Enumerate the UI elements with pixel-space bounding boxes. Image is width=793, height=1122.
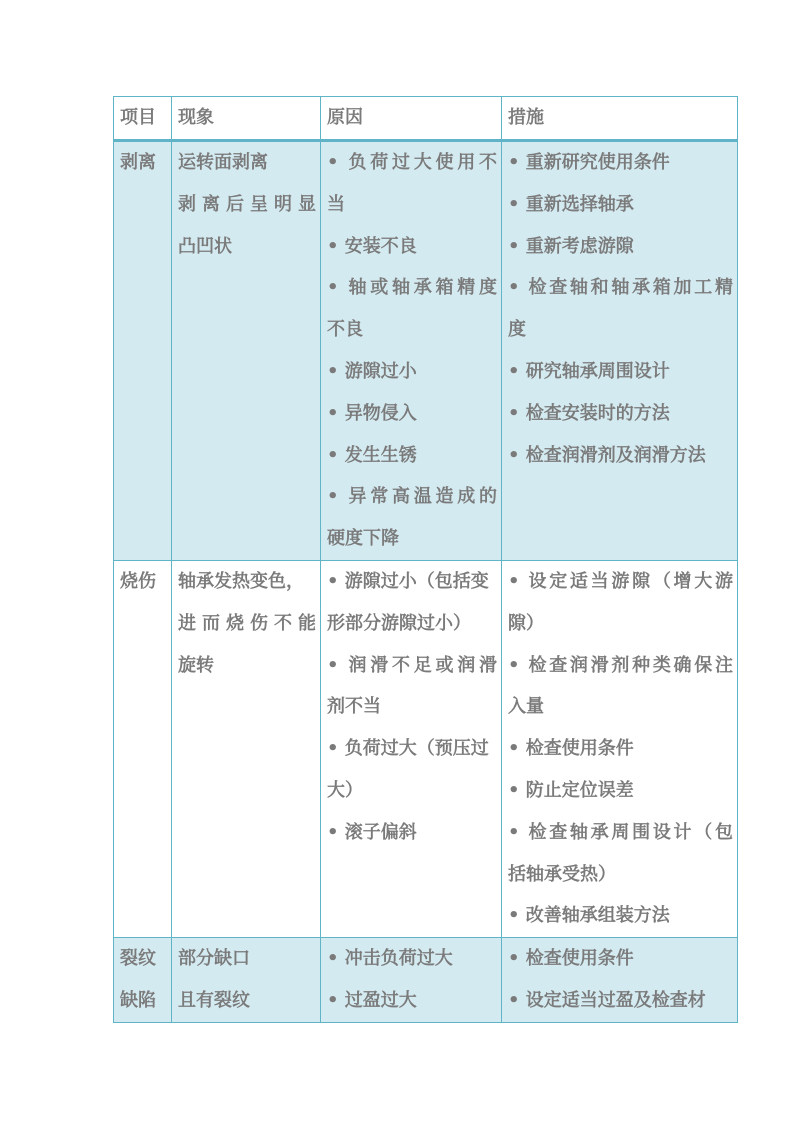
cell-line: • 轴或轴承箱精度 — [327, 277, 497, 299]
cell-line: • 检查轴和轴承箱加工精 — [508, 277, 733, 299]
cell-line: • 重新研究使用条件 — [508, 152, 670, 173]
cell-line: 且有裂纹 — [178, 989, 250, 1011]
cell-line: • 检查使用条件 — [508, 738, 634, 760]
cell-line: • 负荷过大（预压过 — [327, 738, 489, 760]
cell-line: 大） — [327, 779, 363, 801]
cell-line: • 防止定位误差 — [508, 779, 634, 801]
item-cell — [114, 560, 172, 937]
cell-line: • 游隙过小（包括变 — [327, 570, 489, 592]
cell-line: • 异常高温造成的 — [327, 486, 497, 508]
cell-line: 缺陷 — [120, 989, 156, 1011]
cell-line: • 冲击负荷过大 — [327, 948, 453, 970]
cell-line: 烧伤 — [120, 570, 156, 592]
cause-cell — [321, 938, 502, 1023]
measure-cell — [502, 141, 738, 561]
cell-line: 裂纹 — [120, 948, 156, 970]
cell-line: • 润滑不足或润滑 — [327, 654, 497, 676]
cell-line: 入量 — [508, 696, 544, 718]
cell-line: • 检查润滑剂种类确保注 — [508, 654, 733, 676]
cell-line: • 负荷过大使用不 — [327, 152, 497, 173]
cell-line: • 设定适当游隙（增大游 — [508, 570, 733, 592]
measure-cell — [502, 938, 738, 1023]
cell-line: • 检查润滑剂及润滑方法 — [508, 444, 706, 466]
cause-cell — [321, 560, 502, 937]
cell-line: • 发生生锈 — [327, 444, 417, 466]
cause-cell — [321, 141, 502, 561]
cell-line: 进而烧伤不能 — [178, 612, 316, 634]
cell-line: 不良 — [327, 319, 363, 341]
item-cell — [114, 938, 172, 1023]
cell-line: • 重新选择轴承 — [508, 193, 634, 215]
cell-line: • 安装不良 — [327, 235, 417, 257]
cell-line: • 检查安装时的方法 — [508, 402, 670, 424]
cell-line: 部分缺口 — [178, 948, 250, 970]
cell-line: • 滚子偏斜 — [327, 821, 417, 843]
cell-line: 当 — [327, 193, 345, 215]
cell-line: • 游隙过小 — [327, 360, 417, 382]
cell-line: • 重新考虑游隙 — [508, 235, 634, 257]
header-cause: 原因 — [321, 97, 502, 141]
cell-line: 运转面剥离 — [178, 152, 268, 173]
phenomenon-cell — [172, 560, 321, 937]
cell-line: • 检查使用条件 — [508, 948, 634, 970]
item-cell — [114, 141, 172, 561]
cell-line: 剂不当 — [327, 696, 381, 718]
table-row — [114, 141, 738, 561]
header-phenomenon: 现象 — [172, 97, 321, 141]
cell-line: 凸凹状 — [178, 235, 232, 257]
measure-cell — [502, 560, 738, 937]
cell-line: 旋转 — [178, 654, 214, 676]
cell-line: 剥离后呈明显 — [178, 193, 316, 215]
cell-line: • 设定适当过盈及检查材 — [508, 989, 706, 1011]
phenomenon-cell — [172, 938, 321, 1023]
cell-line: • 改善轴承组装方法 — [508, 905, 670, 927]
header-row — [114, 97, 738, 141]
table-row — [114, 938, 738, 1023]
cell-line: • 过盈过大 — [327, 989, 417, 1011]
cell-line: 括轴承受热） — [508, 863, 616, 885]
table-row — [114, 560, 738, 937]
cell-line: 度 — [508, 319, 526, 341]
header-measure: 措施 — [502, 97, 738, 141]
cell-line: • 研究轴承周围设计 — [508, 360, 670, 382]
cell-line: 剥离 — [120, 152, 156, 173]
cell-line: • 异物侵入 — [327, 402, 417, 424]
phenomenon-cell — [172, 141, 321, 561]
cell-line: 形部分游隙过小） — [327, 612, 471, 634]
cell-line: 硬度下降 — [327, 528, 399, 550]
cell-line: • 检查轴承周围设计（包 — [508, 821, 733, 843]
cell-line: 隙） — [508, 612, 544, 634]
troubleshooting-table — [113, 96, 738, 1023]
cell-line: 轴承发热变色， — [178, 570, 304, 592]
header-item: 项目 — [114, 97, 172, 141]
